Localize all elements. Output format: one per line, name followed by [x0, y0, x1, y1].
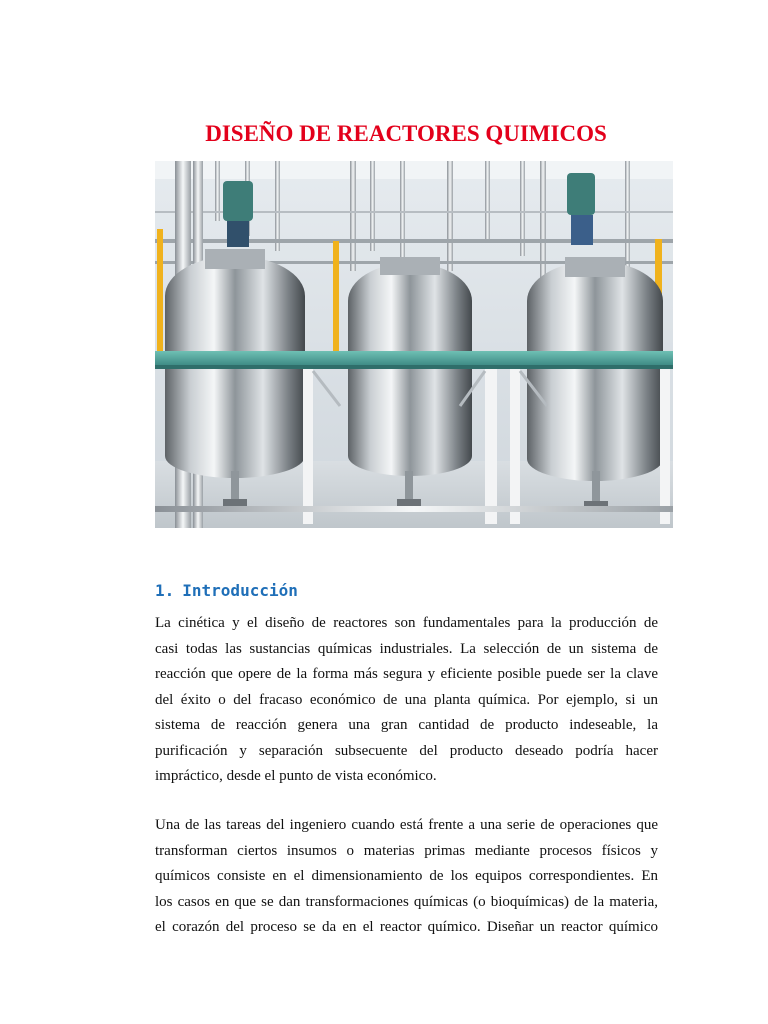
section-heading-text: Introducción [182, 581, 298, 600]
section-number: 1. [155, 581, 175, 600]
paragraph-line: químicos consiste en el dimensionamiento de los equipos correspondientes. En [155, 868, 658, 884]
paragraph-line: La cinética y el diseño de reactores son fundamentales para la producción de [155, 615, 658, 631]
page-title: DISEÑO DE REACTORES QUIMICOS [205, 121, 607, 146]
reactors-photo [155, 161, 673, 528]
paragraph-line: casi todas las sustancias químicas industriales. La selección de un sistema de [155, 640, 658, 657]
section-heading [155, 581, 298, 600]
paragraph-introduction-2 [155, 813, 658, 941]
paragraph-line: reacción que opere de la forma más segura y eficiente posible puede ser la clave [155, 666, 658, 682]
paragraph-line: purificación y separación subsecuente del producto deseado podría hacer [155, 742, 658, 759]
paragraph-line: sistema de reacción genera una gran cantidad de producto indeseable, la [155, 717, 658, 733]
paragraph-line: el corazón del proceso se da en el reactor químico. Diseñar un reactor químico [155, 919, 658, 935]
paragraph-line: transforman ciertos insumos o materias primas mediante procesos físicos y [155, 842, 658, 859]
paragraph-line: del éxito o del fracaso económico de una planta química. Por ejemplo, si un [155, 691, 658, 708]
paragraph-line: impráctico, desde el punto de vista económico. [155, 768, 437, 784]
paragraph-introduction-1 [155, 611, 658, 790]
paragraph-line: Una de las tareas del ingeniero cuando está frente a una serie de operaciones que [155, 817, 658, 833]
paragraph-line: los casos en que se dan transformaciones químicas (o bioquímicas) de la materia, [155, 893, 658, 910]
